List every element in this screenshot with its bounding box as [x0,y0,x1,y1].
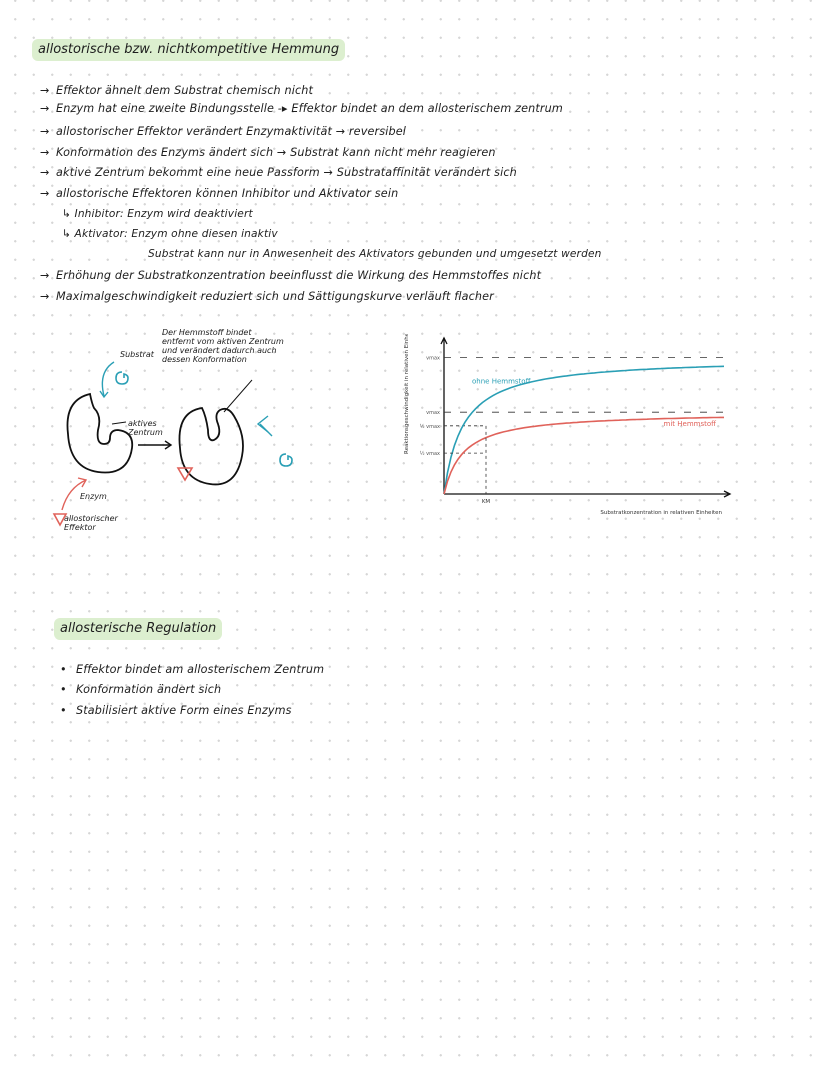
effektor-label: allostorischer Effektor [64,514,118,532]
effektor-legend-icon [54,514,66,525]
y-axis-label: Reaktionsgeschwindigkeit in relativen Einheiten [404,334,410,454]
y-tick-label: ½ vmax [419,423,440,430]
note-line: → aktive Zentrum bekommt eine neue Passform → Substrataffinität verändert sich [40,166,517,179]
chart [394,334,734,524]
effektor-arrow [62,480,86,510]
enzym-label: Enzym [80,492,107,501]
legend-mit-hemmstoff: mit Hemmstoff [663,420,716,429]
note-line: → allostorischer Effektor verändert Enzymaktivität → reversibel [40,125,407,138]
x-axis-label: Substratkonzentration in relativen Einheiten [600,510,722,516]
sub-line-aktivator: ↳ Aktivator: Enzym ohne diesen inaktiv [62,228,278,240]
aktives-zentrum-label: aktives Zentrum [128,419,163,437]
section-title-regulation: allosterische Regulation [54,618,222,640]
enzyme-drawing [40,320,340,550]
y-tick-label: vmax [426,410,440,417]
hemmstoff-note: Der Hemmstoff bindet entfernt vom aktiven Zentrum und verändert dadurch auch dessen Konformation [162,328,284,364]
note-line: → allostorische Effektoren können Inhibitor und Aktivator sein [40,187,399,200]
substrate-arrow [102,362,114,396]
note-line: → Maximalgeschwindigkeit reduziert sich und Sättigungskurve verläuft flacher [40,290,494,303]
x-tick-label: KM [481,499,491,505]
note-line: → Erhöhung der Substratkonzentration beeinflusst die Wirkung des Hemmstoffes nicht [40,269,542,282]
y-tick-label: ½ vmax [419,451,440,458]
continuation-line: Substrat kann nur in Anwesenheit des Aktivators gebunden und umgesetzt werden [148,248,602,260]
enzyme-shape-1 [67,394,132,473]
bullet-item: • Konformation ändert sich [60,683,222,696]
note-line: → Effektor ähnelt dem Substrat chemisch nicht [40,84,314,97]
bullet-item: • Stabilisiert aktive Form eines Enzyms [60,704,292,717]
substrate-shape-2 [280,454,292,466]
note-line: → Konformation des Enzyms ändert sich → Substrat kann nicht mehr reagieren [40,146,496,159]
section-title-hemmung: allostorische bzw. nichtkompetitive Hemmung [32,39,345,61]
chart-svg [394,334,734,524]
sub-line-inhibitor: ↳ Inhibitor: Enzym wird deaktiviert [62,208,253,220]
legend-ohne-hemmstoff: ohne Hemmstoff [472,377,531,386]
substrate-shape-1 [116,372,128,384]
enzyme-diagram [40,320,340,550]
bullet-item: • Effektor bindet am allosterischem Zentrum [60,663,325,676]
note-line: → Enzym hat eine zweite Bindungsstelle -▸ Effektor bindet an dem allosterischem zentrum [40,102,563,115]
y-tick-label: vmax [426,355,440,362]
substrat-label: Substrat [120,350,154,359]
